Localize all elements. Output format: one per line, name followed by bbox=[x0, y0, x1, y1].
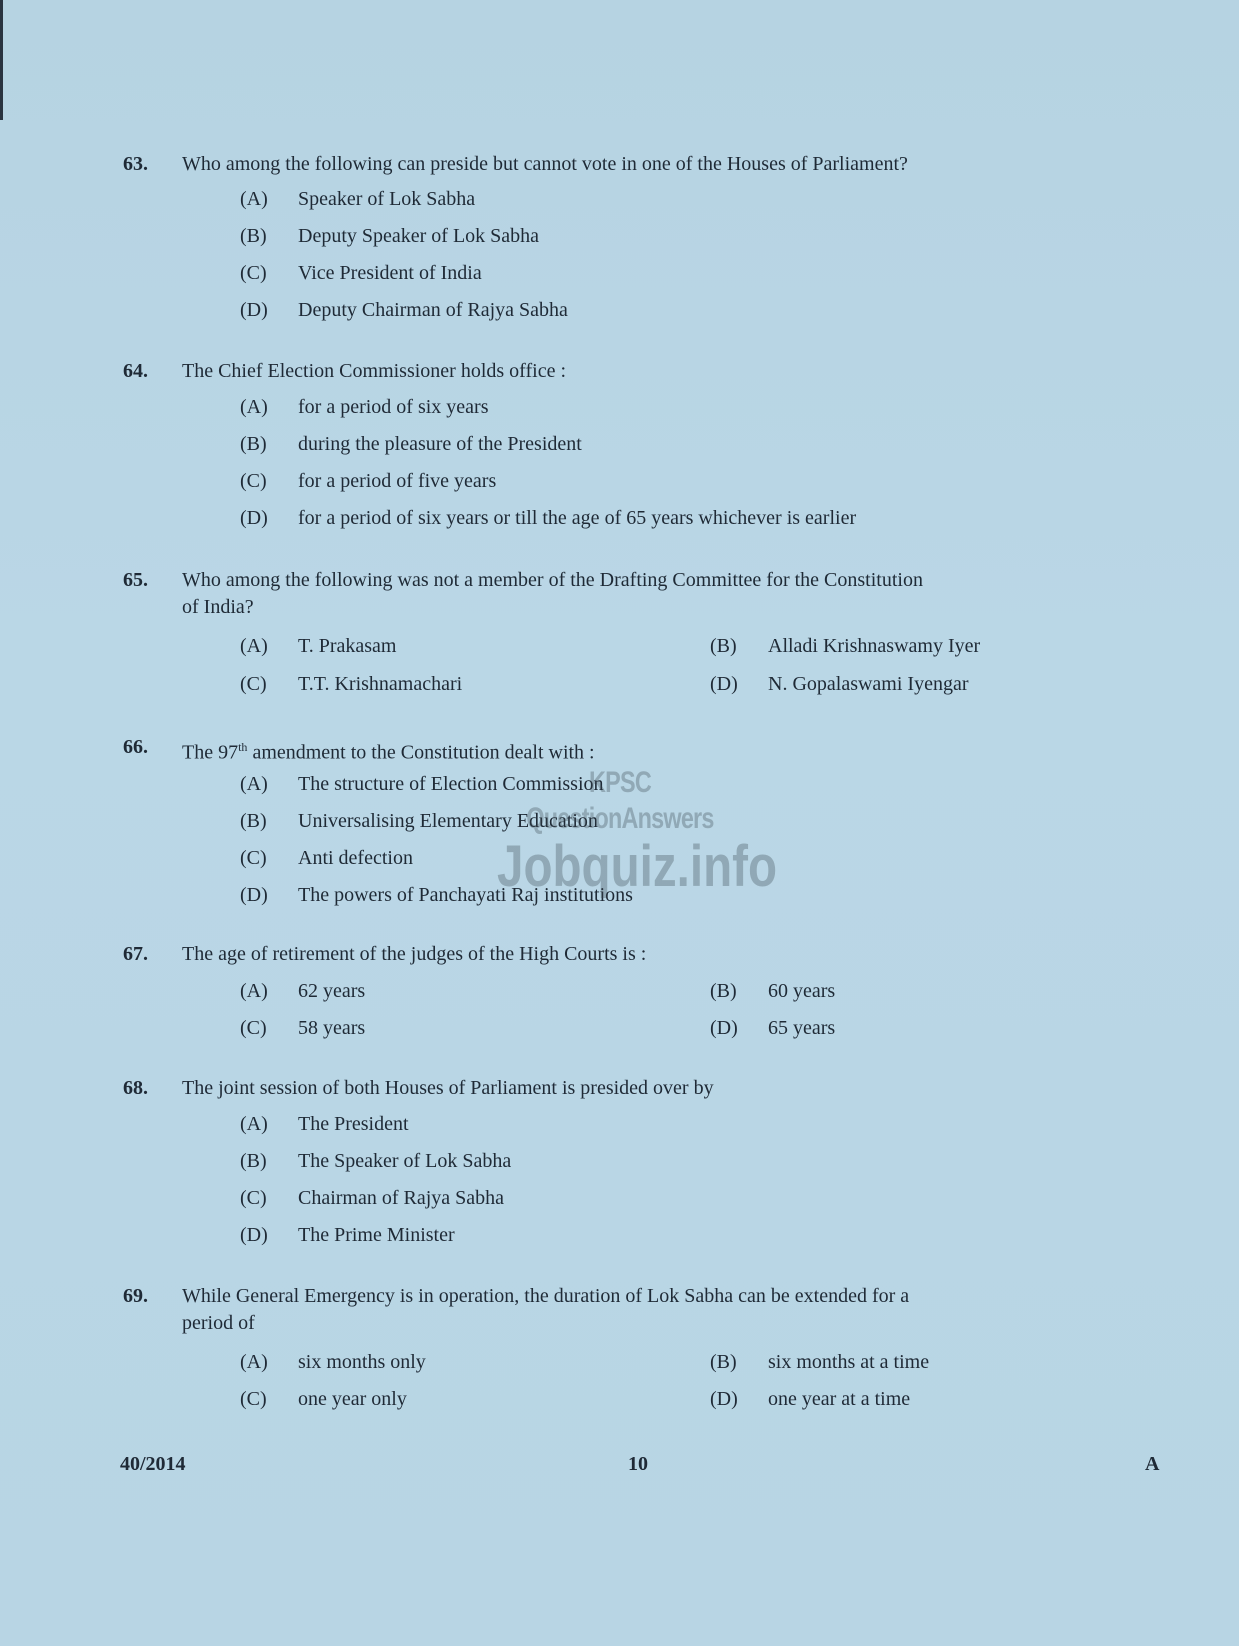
question-number: 65. bbox=[123, 569, 148, 591]
footer-code: 40/2014 bbox=[120, 1453, 186, 1475]
option-64-c: (C) for a period of five years bbox=[240, 470, 497, 492]
option-67-d: (D) 65 years bbox=[710, 1017, 836, 1039]
option-63-b: (B) Deputy Speaker of Lok Sabha bbox=[240, 225, 540, 247]
watermark-line-2: Jobquiz.info bbox=[497, 834, 778, 899]
question-number: 66. bbox=[123, 736, 148, 758]
option-64-b: (B) during the pleasure of the President bbox=[240, 433, 582, 455]
watermark-line-1: KPSC QuestionAnswers bbox=[526, 766, 714, 835]
question-number: 63. bbox=[123, 153, 148, 175]
option-65-d: (D) N. Gopalaswami Iyengar bbox=[710, 673, 969, 695]
question-text-line-1: While General Emergency is in operation, the duration of Lok Sabha can be extended for a bbox=[182, 1285, 910, 1307]
question-number: 68. bbox=[123, 1077, 148, 1099]
option-67-a: (A) 62 years bbox=[240, 980, 366, 1002]
option-65-c: (C) T.T. Krishnamachari bbox=[240, 673, 463, 695]
option-63-c: (C) Vice President of India bbox=[240, 262, 482, 284]
option-65-a: (A) T. Prakasam bbox=[240, 635, 397, 657]
option-65-b: (B) Alladi Krishnaswamy Iyer bbox=[710, 635, 981, 657]
option-66-c: (C) Anti defection bbox=[240, 847, 413, 869]
question-text: The age of retirement of the judges of the High Courts is : bbox=[182, 943, 647, 965]
option-69-a: (A) six months only bbox=[240, 1351, 426, 1373]
option-66-d: (D) The powers of Panchayati Raj institutions bbox=[240, 884, 633, 906]
footer-series: A bbox=[1145, 1453, 1160, 1475]
option-69-c: (C) one year only bbox=[240, 1388, 407, 1410]
scan-edge-mark bbox=[0, 0, 3, 120]
option-63-a: (A) Speaker of Lok Sabha bbox=[240, 188, 476, 210]
option-66-a: (A) The structure of Election Commission bbox=[240, 773, 604, 795]
option-68-d: (D) The Prime Minister bbox=[240, 1224, 455, 1246]
question-text-line-1: Who among the following was not a member of the Drafting Committee for the Constitution bbox=[182, 569, 923, 591]
option-63-d: (D) Deputy Chairman of Rajya Sabha bbox=[240, 299, 568, 321]
option-64-d: (D) for a period of six years or till the age of 65 years whichever is earlier bbox=[240, 507, 857, 529]
question-text-line-2: of India? bbox=[182, 596, 254, 618]
question-text: The joint session of both Houses of Parliament is presided over by bbox=[182, 1077, 714, 1099]
option-66-b: (B) Universalising Elementary Education bbox=[240, 810, 598, 832]
option-68-a: (A) The President bbox=[240, 1113, 409, 1135]
question-number: 69. bbox=[123, 1285, 148, 1307]
option-67-b: (B) 60 years bbox=[710, 980, 836, 1002]
question-text: The 97th amendment to the Constitution dealt with : bbox=[182, 740, 595, 764]
question-text: The Chief Election Commissioner holds office : bbox=[182, 360, 567, 382]
question-text-line-2: period of bbox=[182, 1312, 255, 1334]
option-69-b: (B) six months at a time bbox=[710, 1351, 930, 1373]
option-64-a: (A) for a period of six years bbox=[240, 396, 489, 418]
question-text: Who among the following can preside but cannot vote in one of the Houses of Parliament? bbox=[182, 153, 908, 175]
question-number: 64. bbox=[123, 360, 148, 382]
question-number: 67. bbox=[123, 943, 148, 965]
option-68-c: (C) Chairman of Rajya Sabha bbox=[240, 1187, 505, 1209]
option-68-b: (B) The Speaker of Lok Sabha bbox=[240, 1150, 512, 1172]
option-67-c: (C) 58 years bbox=[240, 1017, 366, 1039]
footer-page-number: 10 bbox=[628, 1453, 648, 1475]
option-69-d: (D) one year at a time bbox=[710, 1388, 911, 1410]
